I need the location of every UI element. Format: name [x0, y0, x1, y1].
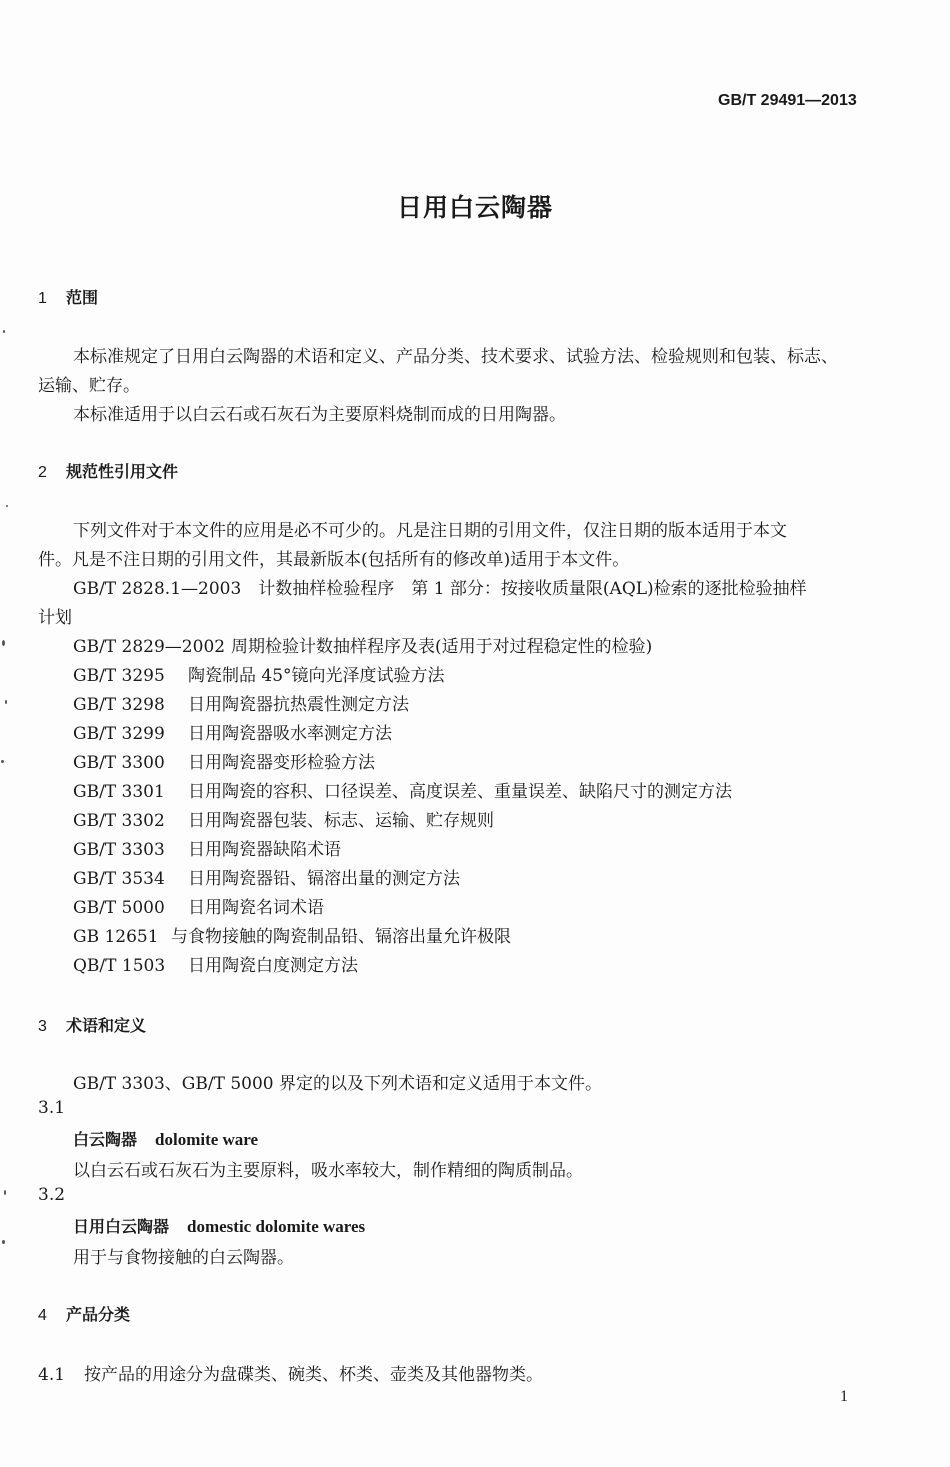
reference-title: 日用陶瓷器包装、标志、运输、贮存规则 — [188, 811, 494, 831]
reference-item — [73, 719, 392, 744]
reference-item — [73, 864, 460, 889]
reference-title: 日用陶瓷器变形检验方法 — [188, 753, 375, 773]
clause-text: 按产品的用途分为盘碟类、碗类、杯类、壶类及其他器物类。 — [84, 1365, 543, 1385]
section-heading-1 — [38, 285, 98, 308]
reference-title: 日用陶瓷白度测定方法 — [188, 956, 358, 976]
paragraph: GB/T 3303、GB/T 5000 界定的以及下列术语和定义适用于本文件。 — [73, 1074, 603, 1094]
clause-number: 4.1 — [38, 1365, 66, 1385]
section-title: 规范性引用文件 — [66, 462, 179, 481]
clause — [38, 1360, 543, 1385]
reference-code: GB 12651 — [73, 927, 159, 947]
reference-item — [73, 632, 652, 657]
reference-item — [73, 748, 375, 773]
page-title: 日用白云陶器 — [396, 193, 553, 222]
reference-title: 周期检验计数抽样程序及表(适用于对过程稳定性的检验) — [231, 637, 653, 657]
reference-item — [73, 690, 409, 715]
section-title: 范围 — [66, 288, 99, 307]
reference-code: GB/T 3295 — [73, 666, 165, 686]
reference-code: GB/T 3534 — [73, 869, 165, 889]
reference-item — [73, 951, 358, 976]
term-entry — [73, 1214, 365, 1237]
term-chinese: 日用白云陶器 — [73, 1217, 170, 1236]
term-definition: 以白云石或石灰石为主要原料，吸水率较大，制作精细的陶质制品。 — [73, 1161, 583, 1181]
reference-code: GB/T 3300 — [73, 753, 165, 773]
section-number: 2 — [38, 464, 47, 481]
page-number: 1 — [840, 1388, 848, 1405]
paragraph: 本标准规定了日用白云陶器的术语和定义、产品分类、技术要求、试验方法、检验规则和包装、标志、 — [73, 347, 838, 367]
reference-code: GB/T 3303 — [73, 840, 165, 860]
section-title: 产品分类 — [66, 1305, 131, 1324]
section-number: 3 — [38, 1018, 47, 1035]
term-entry — [73, 1127, 258, 1150]
reference-title: 陶瓷制品 45°镜向光泽度试验方法 — [188, 666, 445, 686]
reference-title: 日用陶瓷器缺陷术语 — [188, 840, 341, 860]
term-english: domestic dolomite wares — [187, 1217, 366, 1236]
section-heading-4 — [38, 1302, 130, 1325]
reference-title: 日用陶瓷的容积、口径误差、高度误差、重量误差、缺陷尺寸的测定方法 — [188, 782, 732, 802]
reference-code: GB/T 3302 — [73, 811, 165, 831]
standard-number: GB/T 29491—2013 — [718, 92, 857, 109]
term-number: 3.2 — [38, 1185, 66, 1205]
reference-title: 日用陶瓷器吸水率测定方法 — [188, 724, 392, 744]
paragraph: 本标准适用于以白云石或石灰石为主要原料烧制而成的日用陶器。 — [73, 405, 566, 425]
reference-item — [73, 777, 732, 802]
reference-item — [73, 922, 511, 947]
reference-code: GB/T 5000 — [73, 898, 165, 918]
reference-code: GB/T 3299 — [73, 724, 165, 744]
reference-title: 与食物接触的陶瓷制品铅、镉溶出量允许极限 — [171, 927, 511, 947]
reference-item — [73, 661, 445, 686]
reference-code: QB/T 1503 — [73, 956, 166, 976]
reference-item-continuation: 计划 — [38, 608, 72, 628]
reference-item — [73, 835, 341, 860]
reference-code: GB/T 3301 — [73, 782, 165, 802]
term-definition: 用于与食物接触的白云陶器。 — [73, 1248, 294, 1268]
term-chinese: 白云陶器 — [73, 1130, 138, 1149]
reference-code: GB/T 2829—2002 — [73, 637, 226, 657]
reference-title: 日用陶瓷名词术语 — [188, 898, 324, 918]
reference-code: GB/T 3298 — [73, 695, 165, 715]
reference-title: 日用陶瓷器抗热震性测定方法 — [188, 695, 409, 715]
term-english: dolomite ware — [155, 1130, 259, 1149]
section-heading-3 — [38, 1013, 146, 1036]
section-title: 术语和定义 — [66, 1016, 147, 1035]
reference-item: GB/T 2828.1—2003 计数抽样检验程序 第 1 部分：按接收质量限(AQL)检索的逐批检验抽样 — [73, 579, 807, 599]
section-heading-2 — [38, 459, 178, 482]
paragraph: 下列文件对于本文件的应用是必不可少的。凡是注日期的引用文件，仅注日期的版本适用于本文 — [73, 521, 787, 541]
section-number: 4 — [38, 1307, 47, 1324]
section-number: 1 — [38, 290, 47, 307]
term-number: 3.1 — [38, 1098, 66, 1118]
paragraph: 件。凡是不注日期的引用文件，其最新版本(包括所有的修改单)适用于本文件。 — [38, 550, 630, 570]
paragraph: 运输、贮存。 — [38, 376, 140, 396]
reference-item — [73, 806, 494, 831]
reference-title: 日用陶瓷器铅、镉溶出量的测定方法 — [188, 869, 460, 889]
reference-item — [73, 893, 324, 918]
